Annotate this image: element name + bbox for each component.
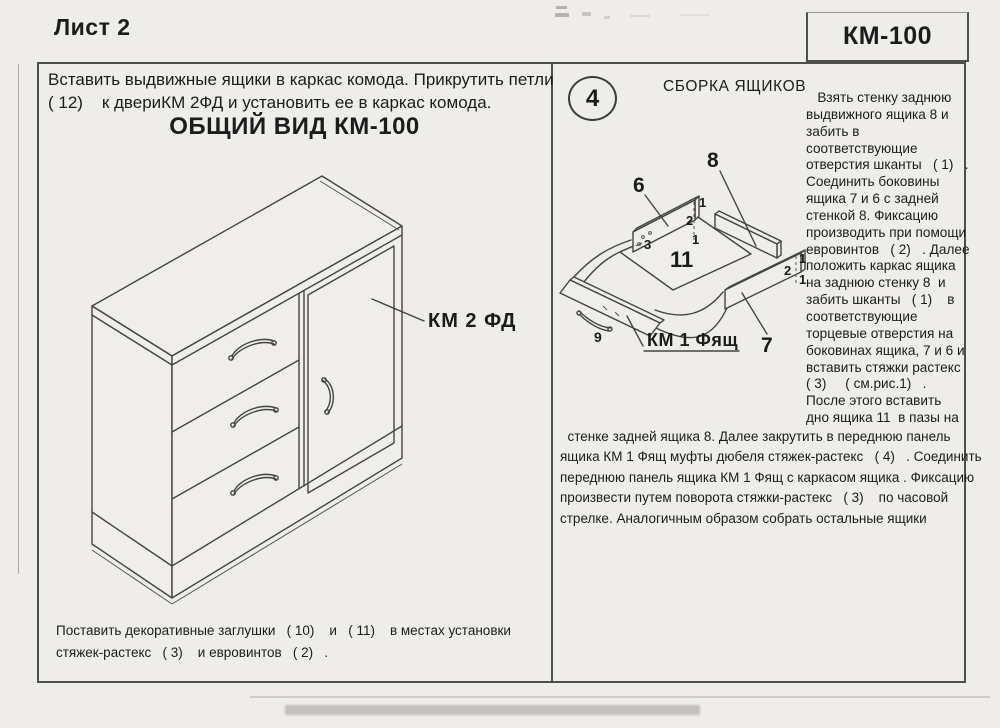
intro-paragraph: [48, 68, 554, 114]
text-line: ящика КМ 1 Фящ муфты дюбеля стяжек-растекс ( 4) . Соединить: [560, 449, 982, 465]
text-line: забить шканты ( 1) в: [806, 292, 955, 308]
step-number: 4: [585, 84, 600, 112]
text-line: Вставить выдвижные ящики в каркас комода. Прикрутить петли: [48, 70, 554, 89]
commode-drawing: [60, 160, 582, 665]
text-line: стяжек-растекс ( 3) и евровинтов ( 2) .: [56, 644, 329, 660]
text-line: соответствующие: [806, 140, 918, 156]
text-line: соответствующие: [806, 308, 918, 324]
part-9-label: 9: [594, 329, 602, 345]
text-line: После этого вставить: [806, 393, 942, 409]
text-line: на заднюю стенку 8 и: [806, 275, 946, 291]
bottom-paragraph: [560, 427, 982, 529]
text-line: ( 12) к двериКМ 2ФД и установить ее в каркас комода.: [48, 93, 492, 112]
marker-1: 1: [692, 232, 700, 247]
scan-streak: [250, 696, 990, 698]
step-number-badge: [568, 76, 617, 121]
sheet-number: Лист 2: [54, 14, 131, 40]
drawer-front-panel: [560, 277, 664, 336]
text-line: торцевые отверстия на: [806, 325, 954, 341]
text-line: забить в: [806, 123, 860, 139]
text-line: произвести путем поворота стяжки-растекс ( 3) по часовой: [560, 490, 949, 506]
text-line: Взять стенку заднюю: [806, 90, 952, 105]
instruction-column: [806, 90, 976, 427]
scan-noise: [630, 15, 650, 17]
commode-body: [92, 176, 402, 604]
section-heading: СБОРКА ЯЩИКОВ: [663, 78, 807, 95]
marker-1: 1: [699, 195, 707, 210]
scan-fold-line: [18, 64, 19, 574]
model-code: КМ-100: [842, 22, 933, 50]
footer-paragraph: [56, 620, 511, 663]
part-7-label: 7: [761, 334, 773, 357]
text-line: выдвижного ящика 8 и: [806, 106, 949, 122]
text-line: дно ящика 11 в пазы на: [806, 410, 959, 426]
text-line: Поставить декоративные заглушки ( 10) и ( 11) в местах установки: [56, 623, 511, 638]
scan-noise: [680, 14, 710, 16]
part-6-label: 6: [633, 174, 645, 197]
marker-3: 3: [644, 237, 652, 252]
door-label: КМ 2 ФД: [428, 310, 517, 332]
scan-noise: [555, 13, 569, 17]
drawer-assembly-drawing: [555, 140, 817, 408]
marker-1: 1: [799, 272, 807, 287]
scan-shadow-band: [285, 705, 700, 715]
text-line: стенке задней ящика 8. Далее закрутить в переднюю панель: [560, 429, 951, 444]
marker-2: 2: [784, 263, 792, 278]
marker-2: 2: [686, 213, 694, 228]
marker-1: 1: [799, 251, 807, 266]
text-line: вставить стяжки растекс: [806, 359, 961, 375]
text-line: евровинтов ( 2) . Далее: [806, 241, 970, 257]
part-8-label: 8: [707, 149, 719, 172]
part-11-label: 11: [670, 247, 694, 272]
text-line: Соединить боковины: [806, 174, 940, 190]
front-panel-label: КМ 1 Фящ: [647, 330, 739, 350]
text-line: ящика 7 и 6 с задней: [806, 191, 939, 207]
text-line: производить при помощи: [806, 224, 967, 240]
text-line: стенкой 8. Фиксацию: [806, 207, 939, 223]
text-line: переднюю панель ящика КМ 1 Фящ с каркасом ящика . Фиксацию: [560, 469, 975, 485]
scan-noise: [604, 16, 610, 19]
scan-noise: [556, 6, 567, 9]
text-line: ( 3) ( см.рис.1) .: [806, 376, 927, 392]
text-line: стрелке. Аналогичным образом собрать остальные ящики: [560, 510, 927, 526]
model-code-box: [806, 12, 969, 62]
scan-noise: [582, 12, 591, 16]
text-line: боковинах ящика, 7 и 6 и: [806, 342, 965, 358]
text-line: отверстия шканты ( 1) .: [806, 157, 969, 173]
general-view-title: ОБЩИЙ ВИД КМ-100: [169, 113, 420, 140]
text-line: положить каркас ящика: [806, 258, 956, 274]
